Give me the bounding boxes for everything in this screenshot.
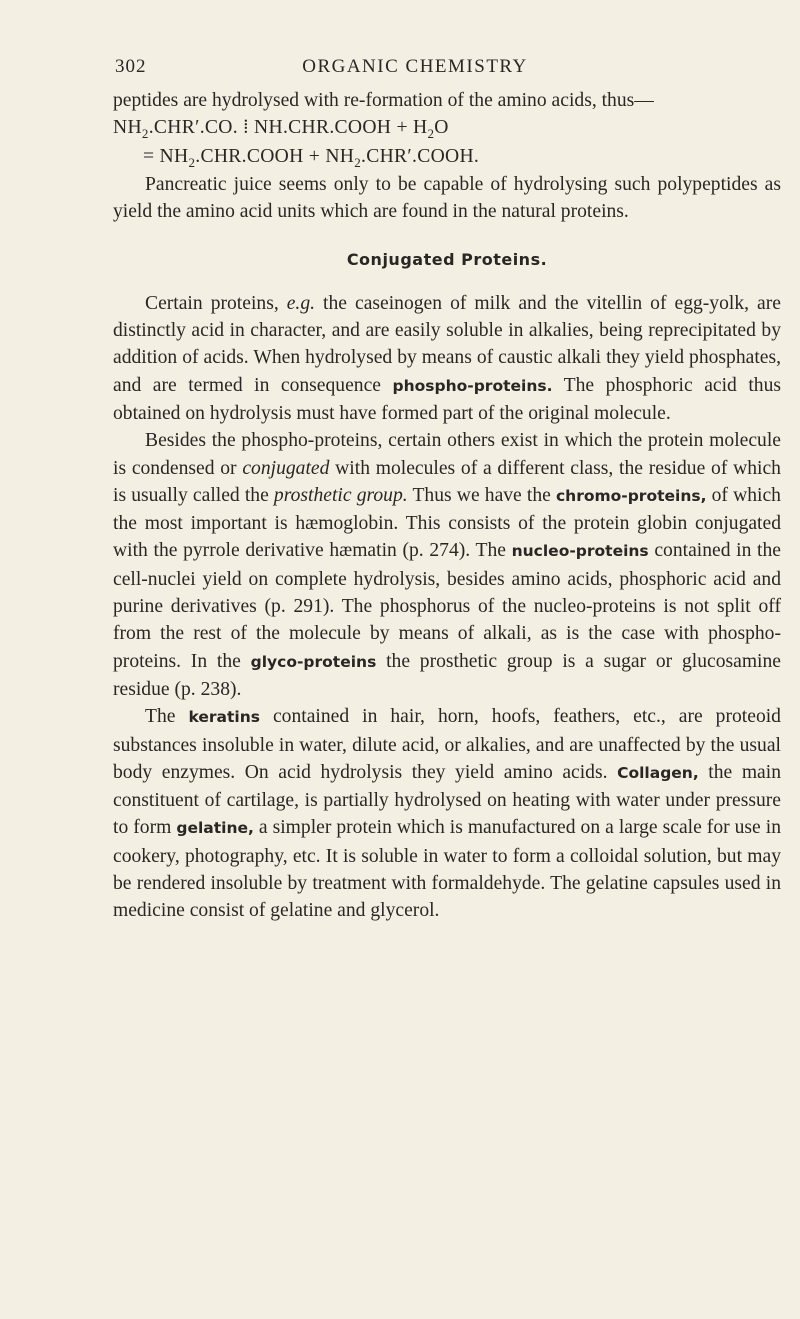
section-heading: Conjugated Proteins. [346, 250, 548, 270]
page-header [115, 56, 715, 82]
formula-part: NH [113, 117, 142, 139]
text-run: the caseinogen of milk and the vitellin of egg-yolk, are distinctly acid in character, and are easily soluble in alkalies, being reprecipitated by addition of acids. When hydrolysed by means of caustic alkali they yield phosphates, and are termed in consequence [113, 292, 781, 396]
formula-line-1 [113, 114, 781, 142]
formula-part: .CHR′.CO. ⁞ NH.CHR.COOH + H [148, 117, 428, 139]
phospho-proteins-paragraph [113, 290, 781, 427]
italic-term: e.g. [286, 292, 316, 314]
text-run: The phosphoric acid thus obtained on hydrolysis must have formed part of the original molecule. [113, 374, 781, 424]
text-run: Besides the phospho-proteins, certain others exist in which the protein molecule is condensed or [113, 430, 781, 479]
conjugated-paragraph [113, 427, 781, 703]
text-run: with molecules of a different class, the residue of which is usually called the [113, 457, 781, 506]
italic-term: prosthetic group. [273, 484, 408, 506]
formula-subscript: 2 [188, 154, 196, 170]
bold-term: keratins [188, 708, 260, 727]
intro-paragraph: peptides are hydrolysed with re-formation of the amino acids, thus— [113, 90, 654, 111]
formula-subscript: 2 [354, 154, 362, 170]
formula-part: .CHR.COOH + NH [195, 145, 355, 167]
bold-term: Collagen, [617, 763, 699, 782]
text-run: contained in hair, horn, hoofs, feathers, etc., are proteoid substances insoluble in water, dilute acid, or alkalies, and are unaffected by the usual body enzymes. On acid hydrolysis they yield amino acids. [113, 706, 781, 783]
text-run: the main constituent of cartilage, is partially hydrolysed on heating with water under pressure to form [113, 761, 781, 839]
page-number: 302 [115, 56, 147, 77]
keratins-paragraph [113, 703, 781, 924]
text-run: contained in the cell-nuclei yield on complete hydrolysis, besides amino acids, phosphoric acid and purine derivatives (p. 291). The phosphorus of the nucleo-proteins is not split off from the rest of the molecule by means of alkali, as is the case with phospho-proteins. In the [113, 540, 781, 672]
text-run: a simpler protein which is manufactured on a large scale for use in cookery, photography, etc. It is soluble in water to form a colloidal solution, but may be rendered insoluble by treatment with formaldehyde. The gelatine capsules used in medicine consist of gelatine and glycerol. [113, 817, 781, 922]
text-run: Certain proteins, [145, 292, 287, 314]
formula-subscript: 2 [141, 126, 149, 142]
page-body [113, 87, 781, 925]
text-run: The [145, 706, 189, 728]
pancreatic-paragraph: Pancreatic juice seems only to be capable of hydrolysing such polypeptides as yield the amino acid units which are found in the natural proteins. [113, 173, 781, 223]
text-run: the prosthetic group is a sugar or glucosamine residue (p. 238). [113, 650, 781, 700]
formula-part: O [434, 117, 449, 139]
italic-term: conjugated [242, 457, 330, 479]
bold-term: chromo-proteins, [555, 486, 707, 505]
running-title: ORGANIC CHEMISTRY [302, 56, 528, 77]
text-run: of which the most important is hæmoglobin. This consists of the protein globin conjugated with the pyrrole derivative hæmatin (p. 274). The [113, 484, 781, 562]
bold-term: nucleo-proteins [511, 542, 649, 561]
bold-term: phospho-proteins. [392, 376, 553, 395]
formula-part: .CHR′.COOH. [361, 145, 480, 167]
formula-subscript: 2 [427, 126, 435, 142]
formula-line-2 [113, 143, 781, 171]
bold-term: glyco-proteins [250, 652, 377, 671]
bold-term: gelatine, [176, 819, 254, 838]
text-run: Thus we have the [407, 484, 556, 506]
formula-part: = NH [143, 145, 189, 167]
